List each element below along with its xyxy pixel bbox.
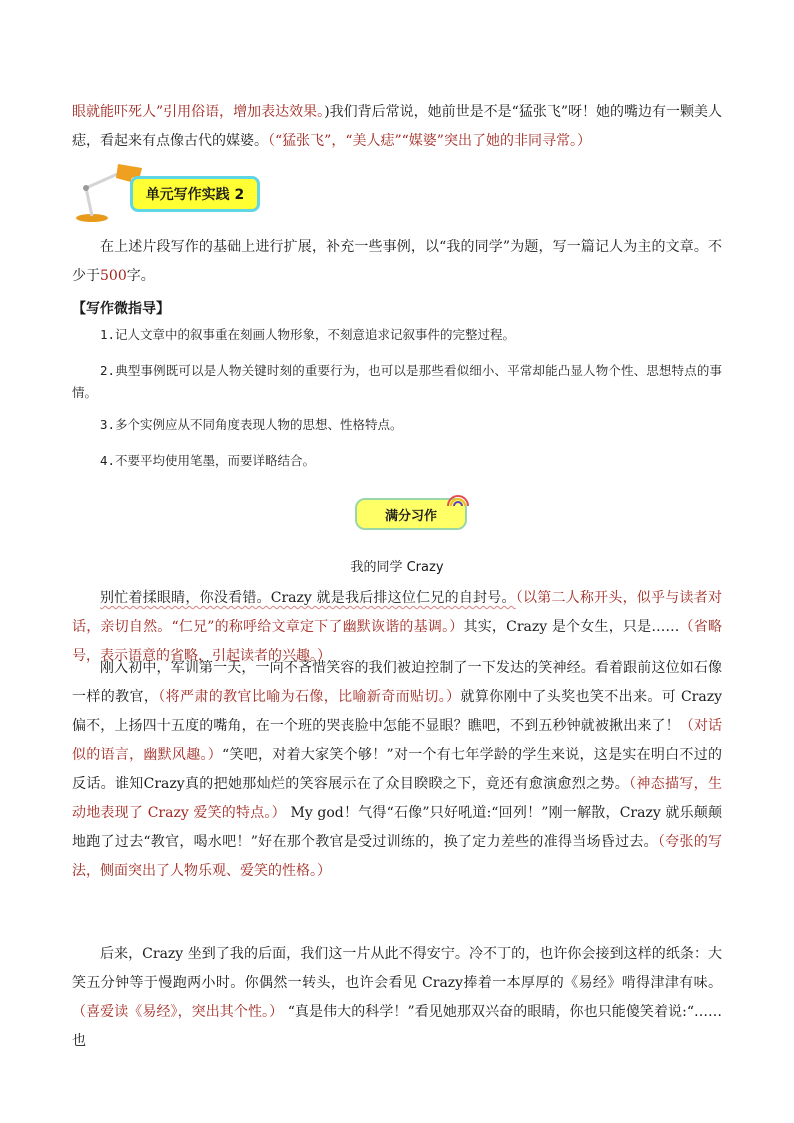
- guide-tip-4: 4.不要平均使用笔墨，而要详略结合。: [100, 453, 316, 468]
- intro-text: )我们背后常说，她前世是不是“猛张飞”呀！她的嘴边有一颗美人痣，看起来有点像古代的媒婆。: [72, 104, 723, 149]
- p2-text-a: 刚入初中，军训第一天，一向不吝惜笑容的我们被迫控制了一下发达的笑神经。看着跟前这位如石像一样的教官，: [72, 660, 722, 705]
- p2-annotation-2: （对话似的语言，幽默风趣。）: [72, 718, 723, 763]
- p1-text-a: 别忙着揉眼睛，你没看错。Crazy 就是我后排这位仁兄的自封号。: [100, 590, 516, 606]
- p1-annotation-1: （以第二人称开头，似乎与读者对话，亲切自然。“仁兄”的称呼给文章定下了幽默诙谐的基调。）: [72, 590, 722, 635]
- badge-label: 满分习作: [384, 508, 437, 524]
- p3-text-a: 后来，Crazy 坐到了我的后面，我们这一片从此不得安宁。冷不丁的，也许你会接到这样的纸条：大笑五分钟等于慢跑两小时。你偶然一转头，也许会看见 Crazy捧着一本厚厚的《易经》啃得津津有味。: [72, 946, 722, 991]
- essay-title: 我的同学 Crazy: [350, 560, 444, 575]
- assignment-tail: 字。: [126, 268, 155, 284]
- assignment-paragraph: [72, 233, 722, 291]
- guide-tip-3: 3.多个实例应从不同角度表现人物的思想、性格特点。: [100, 417, 403, 432]
- intro-paragraph: [72, 98, 722, 156]
- p1-annotation-2: （省略号，表示语意的省略，引起读者的兴趣。）: [72, 619, 722, 664]
- unit-writing-banner: [130, 176, 260, 212]
- guide-tip-1: 1.记人文章中的叙事重在刻画人物形象，不刻意追求记叙事件的完整过程。: [100, 327, 516, 342]
- p3-text-c: “真是伟大的科学！”看见她那双兴奋的眼睛，你也只能傻笑着说:“……也: [72, 1004, 722, 1049]
- p2-annotation-3: （神态描写，生动地表现了 Crazy 爱笑的特点。）: [72, 776, 722, 821]
- p1-text-c: 其实，Crazy 是个女生，只是……: [463, 619, 680, 635]
- intro-annotation-1: 眼就能吓死人”引用俗语，增加表达效果。: [72, 104, 325, 120]
- essay-paragraph-2: [72, 654, 722, 886]
- guide-heading: 【写作微指导】: [72, 301, 170, 317]
- rainbow-arc-icon: [446, 490, 470, 506]
- p2-text-g: My god！气得“石像”只好吼道:“回列！”刚一解散，Crazy 就乐颠颠地跑了过去“教官，喝水吧！”好在那个教官是受过训练的，换了定力差些的准得当场昏过去。: [72, 805, 723, 850]
- essay-paragraph-3: [72, 940, 722, 1056]
- p2-text-e: “笑吧，对着大家笑个够！”对一个有七年学龄的学生来说，这是实在明白不过的反话。谁知Crazy真的把她那灿烂的笑容展示在了众目睽睽之下，竟还有愈演愈烈之势。: [72, 747, 723, 792]
- p2-text-c: 就算你刚中了头奖也笑不出来。可 Crazy 偏不，上扬四十五度的嘴角，在一个班的哭丧脸中怎能不显眼？瞧吧，不到五秒钟就被揪出来了！: [72, 689, 722, 734]
- p2-annotation-4: （夸张的写法，侧面突出了人物乐观、爱笑的性格。）: [72, 834, 723, 879]
- banner-label: 单元写作实践 2: [145, 187, 245, 203]
- p3-annotation-1: （喜爱读《易经》，突出其个性。）: [72, 1004, 284, 1020]
- assignment-text: 在上述片段写作的基础上进行扩展，补充一些事例，以“我的同学”为题，写一篇记人为主的文章。不少于: [72, 239, 722, 284]
- p2-annotation-1: （将严肃的教官比喻为石像，比喻新奇而贴切。）: [158, 689, 461, 705]
- intro-annotation-2: （“猛张飞”，“美人痣”“媒婆”突出了她的非同寻常。）: [268, 133, 591, 149]
- assignment-count: 500: [100, 268, 127, 284]
- guide-tip-2: 2.典型事例既可以是人物关键时刻的重要行为，也可以是那些看似细小、平常却能凸显人物个性、思想特点的事情。: [72, 363, 722, 400]
